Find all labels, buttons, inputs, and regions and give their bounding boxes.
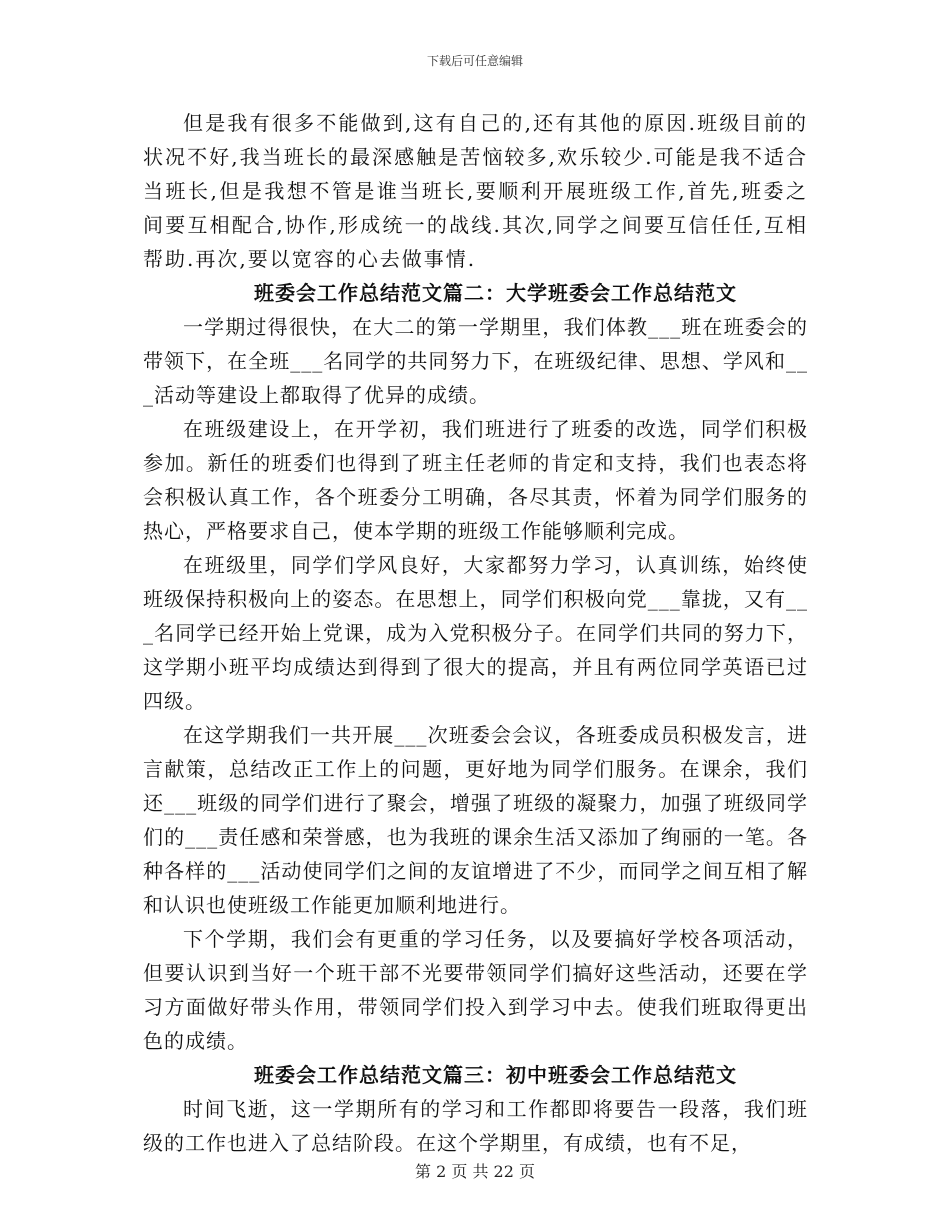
paragraph-5: 在这学期我们一共开展___次班委会会议，各班委成员积极发言，进言献策，总结改正工作上的问题，更好地为同学们服务。在课余，我们还___班级的同学们进行了聚会，增强了班级的凝聚力，加强了班级同学们的___责任感和荣誉感，也为我班的课余生活又添加了绚丽的一笔。各种各样的___活动使同学们之间的友谊增进了不少，而同学之间互相了解和认识也使班级工作能更加顺利地进行。 — [143, 723, 808, 917]
section-heading-2: 班委会工作总结范文篇二：大学班委会工作总结范文 — [254, 281, 737, 305]
document-body — [143, 106, 808, 1160]
paragraph-6: 下个学期，我们会有更重的学习任务，以及要搞好学校各项活动，但要认识到当好一个班干部不光要带领同学们搞好这些活动，还要在学习方面做好带头作用，带领同学们投入到学习中去。使我们班取得更出色的成绩。 — [143, 927, 808, 1053]
paragraph-3: 在班级建设上，在开学初，我们班进行了班委的改选，同学们积极参加。新任的班委们也得到了班主任老师的肯定和支持，我们也表态将会积极认真工作，各个班委分工明确，各尽其责，怀着为同学们服务的热心，严格要求自己，使本学期的班级工作能够顺利完成。 — [143, 417, 808, 543]
section-heading-3: 班委会工作总结范文篇三：初中班委会工作总结范文 — [254, 1063, 737, 1087]
page-header-note: 下载后可任意编辑 — [426, 54, 523, 68]
paragraph-4: 在班级里，同学们学风良好，大家都努力学习，认真训练，始终使班级保持积极向上的姿态。在思想上，同学们积极向党___靠拢，又有___名同学已经开始上党课，成为入党积极分子。在同学们共同的努力下，这学期小班平均成绩达到得到了很大的提高，并且有两位同学英语已过四级。 — [143, 553, 808, 713]
paragraph-7: 时间飞逝，这一学期所有的学习和工作都即将要告一段落，我们班级的工作也进入了总结阶段。在这个学期里，有成绩，也有不足， — [143, 1097, 808, 1155]
paragraph-2: 一学期过得很快，在大二的第一学期里，我们体教___班在班委会的带领下，在全班___名同学的共同努力下，在班级纪律、思想、学风和___活动等建设上都取得了优异的成绩。 — [143, 315, 808, 407]
page-number: 第 2 页 共 22 页 — [415, 1162, 535, 1181]
paragraph-1: 但是我有很多不能做到,这有自己的,还有其他的原因.班级目前的状况不好,我当班长的最深感触是苦恼较多,欢乐较少.可能是我不适合当班长,但是我想不管是谁当班长,要顺利开展班级工作,首先,班委之间要互相配合,协作,形成统一的战线.其次,同学之间要互信任任,互相帮助.再次,要以宽容的心去做事情. — [143, 111, 808, 271]
